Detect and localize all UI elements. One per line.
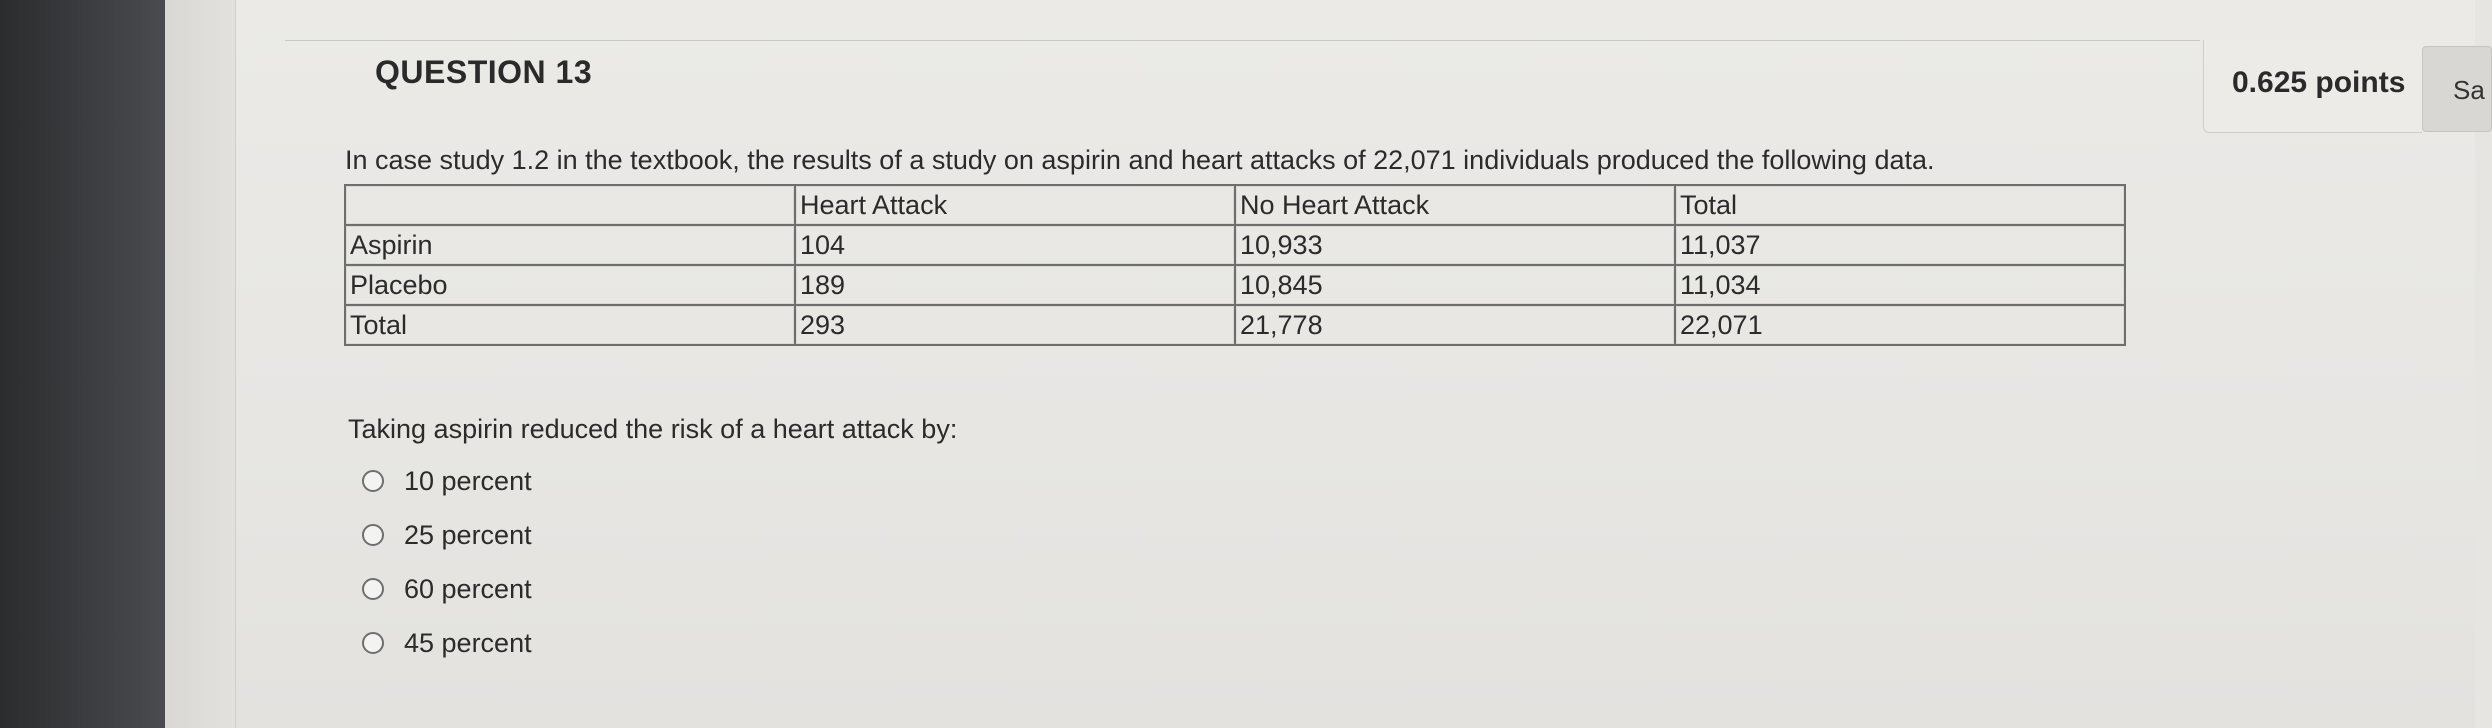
table-header-cell: Total <box>1675 185 2125 225</box>
save-answer-button[interactable]: Sa <box>2422 46 2492 132</box>
table-header-cell <box>345 185 795 225</box>
answer-option-label: 45 percent <box>404 627 532 658</box>
table-cell: 10,933 <box>1235 225 1675 265</box>
table-cell: 104 <box>795 225 1235 265</box>
answer-option[interactable] <box>362 464 532 498</box>
table-row <box>345 305 2125 345</box>
left-margin-panel <box>165 0 236 728</box>
table-cell: 10,845 <box>1235 265 1675 305</box>
table-row <box>345 265 2125 305</box>
data-table <box>344 184 2126 346</box>
answer-option[interactable] <box>362 626 532 660</box>
question-text: In case study 1.2 in the textbook, the results of a study on aspirin and heart attacks of 22,071 individuals produced the following data. <box>345 145 1935 175</box>
table-cell: Total <box>345 305 795 345</box>
radio-button-icon[interactable] <box>362 470 384 492</box>
radio-button-icon[interactable] <box>362 524 384 546</box>
answer-option[interactable] <box>362 518 532 552</box>
radio-button-icon[interactable] <box>362 632 384 654</box>
table-cell: 293 <box>795 305 1235 345</box>
table-header-cell: Heart Attack <box>795 185 1235 225</box>
question-title: QUESTION 13 <box>375 54 593 90</box>
table-cell: 189 <box>795 265 1235 305</box>
table-cell: 11,034 <box>1675 265 2125 305</box>
answer-option-label: 25 percent <box>404 519 532 550</box>
table-cell: 21,778 <box>1235 305 1675 345</box>
question-prompt: Taking aspirin reduced the risk of a heart attack by: <box>348 414 958 444</box>
answer-option-label: 10 percent <box>404 465 532 496</box>
table-cell: 22,071 <box>1675 305 2125 345</box>
question-divider <box>285 40 2200 41</box>
table-header-cell: No Heart Attack <box>1235 185 1675 225</box>
content-area <box>236 0 2475 728</box>
table-header-row <box>345 185 2125 225</box>
answer-option[interactable] <box>362 572 532 606</box>
answer-option-label: 60 percent <box>404 573 532 604</box>
radio-button-icon[interactable] <box>362 578 384 600</box>
points-label: 0.625 points <box>2232 66 2406 99</box>
table-row <box>345 225 2125 265</box>
table-cell: Placebo <box>345 265 795 305</box>
table-cell: Aspirin <box>345 225 795 265</box>
table-cell: 11,037 <box>1675 225 2125 265</box>
screen-bezel <box>0 0 165 728</box>
